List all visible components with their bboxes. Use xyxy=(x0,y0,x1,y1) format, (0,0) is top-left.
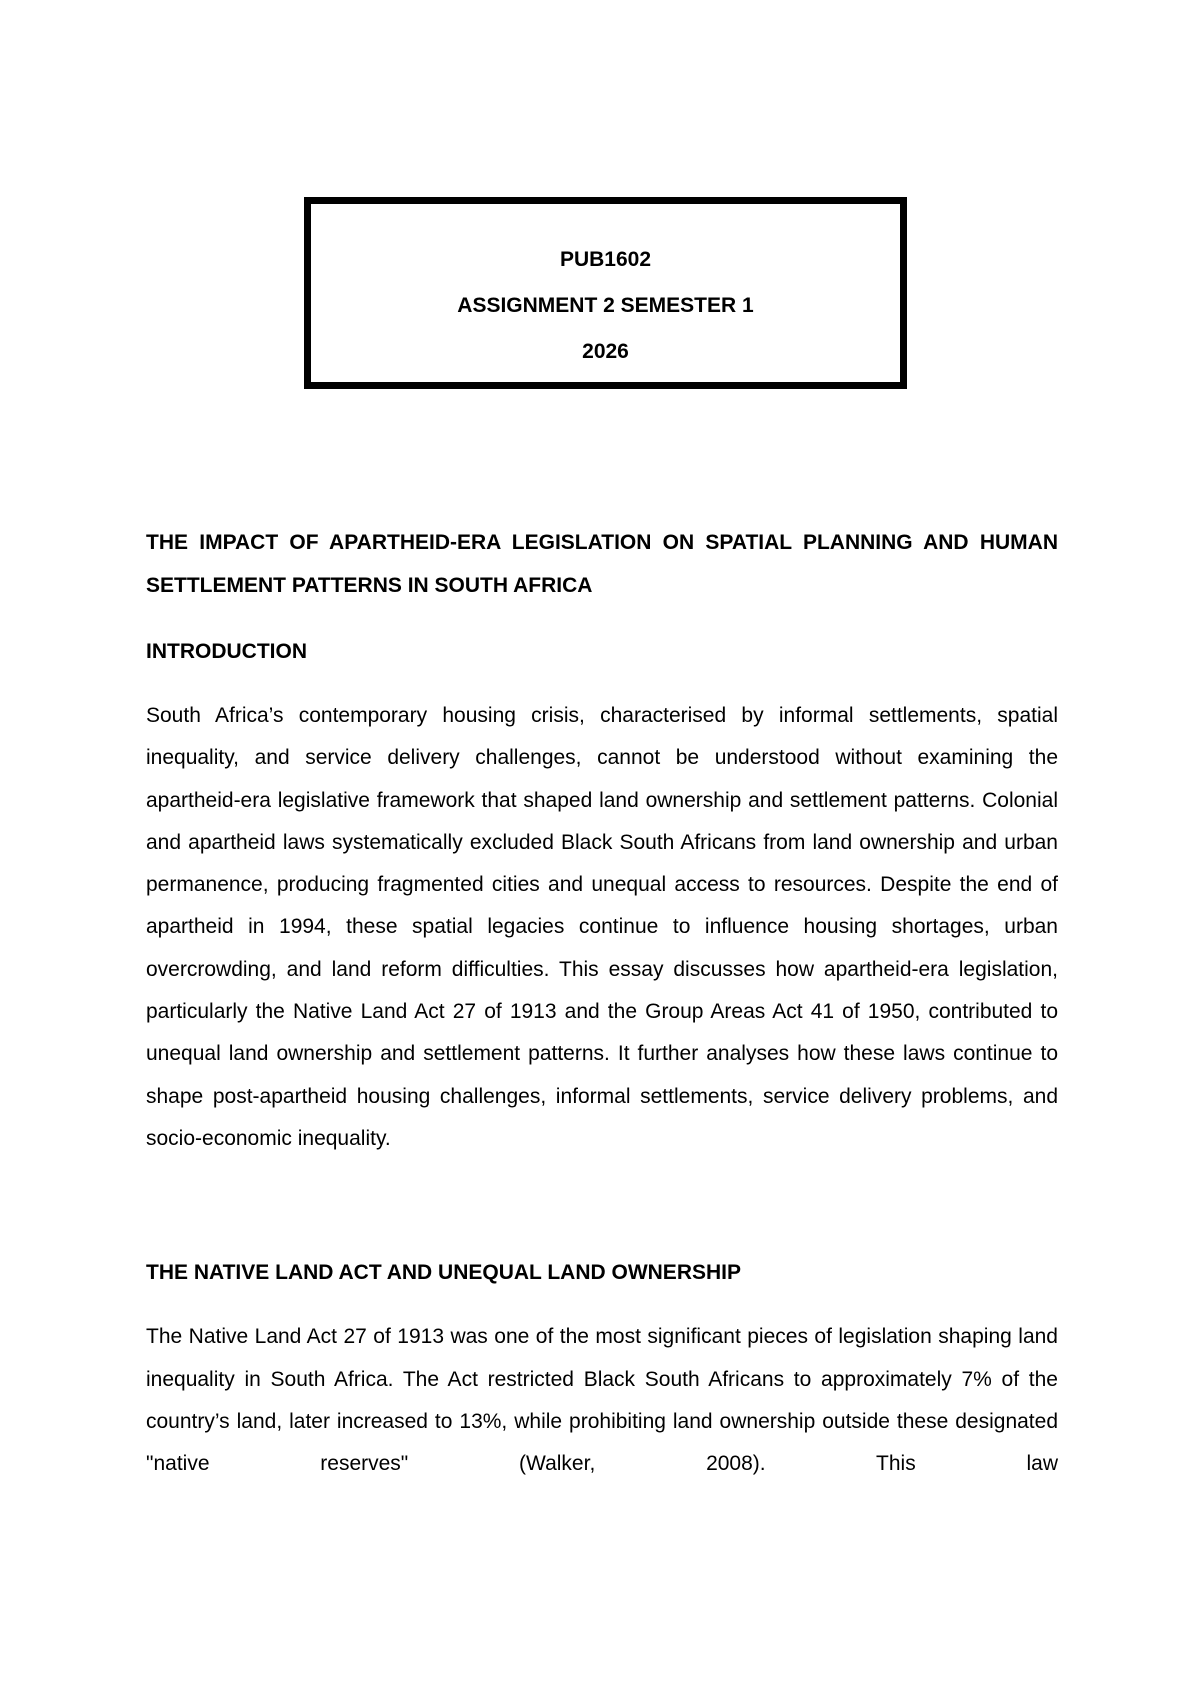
spacer xyxy=(146,607,1058,631)
spacer xyxy=(146,673,1058,695)
spacer xyxy=(146,1294,1058,1316)
native-land-act-paragraph: The Native Land Act 27 of 1913 was one of the most significant pieces of legislation shaping land inequality in South Africa. The Act restricted Black South Africans to approximately 7% of the country’s land, later increased to 13%, while prohibiting land ownership outside these designated "native reserves" (Walker, 2008). This law xyxy=(146,1325,1058,1476)
spacer xyxy=(146,1160,1058,1252)
cover-title-box xyxy=(304,197,907,389)
course-code: PUB1602 xyxy=(559,248,652,271)
essay-title: THE IMPACT OF APARTHEID-ERA LEGISLATION ON SPATIAL PLANNING AND HUMAN SETTLEMENT PATTERNS IN SOUTH AFRICA xyxy=(146,531,1058,597)
section-heading-introduction: INTRODUCTION xyxy=(146,640,307,663)
section-heading-native-land-act: THE NATIVE LAND ACT AND UNEQUAL LAND OWNERSHIP xyxy=(146,1261,741,1285)
introduction-paragraph: South Africa’s contemporary housing crisis, characterised by informal settlements, spatial inequality, and service delivery challenges, cannot be understood without examining the apartheid-era legislative framework that shaped land ownership and settlement patterns. Colonial and apartheid laws systematically excluded Black South Africans from land ownership and urban permanence, producing fragmented cities and unequal access to resources. Despite the end of apartheid in 1994, these spatial legacies continue to influence housing shortages, urban overcrowding, and land reform difficulties. This essay discusses how apartheid-era legislation, particularly the Native Land Act 27 of 1913 and the Group Areas Act 41 of 1950, contributed to unequal land ownership and settlement patterns. It further analyses how these laws continue to shape post-apartheid housing challenges, informal settlements, service delivery problems, and socio-economic inequality. xyxy=(146,704,1058,1150)
essay-body xyxy=(146,521,1058,1485)
assignment-year: 2026 xyxy=(582,340,629,363)
assignment-label: ASSIGNMENT 2 SEMESTER 1 xyxy=(457,294,754,317)
